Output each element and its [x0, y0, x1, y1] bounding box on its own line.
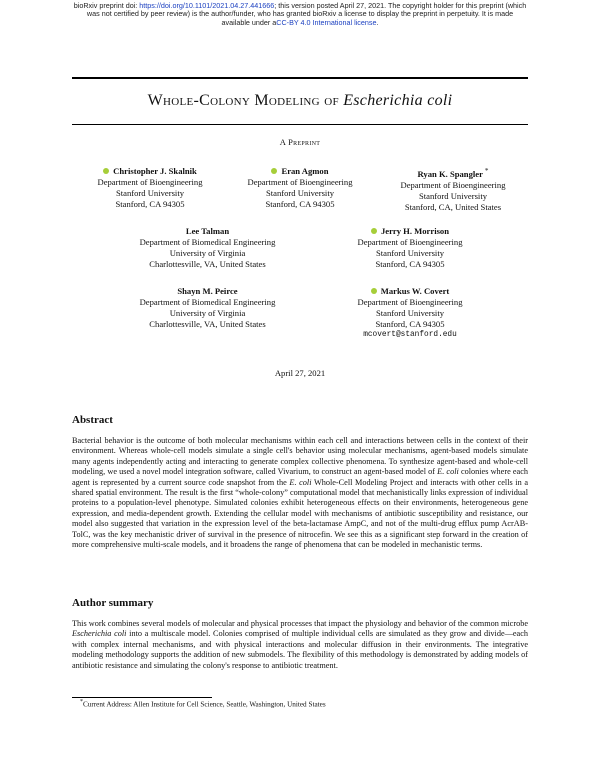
- author-univ: Stanford University: [375, 248, 445, 258]
- publication-date: April 27, 2021: [274, 368, 326, 378]
- author-dept: Department of Bioengineering: [357, 297, 463, 307]
- footnote: [80, 699, 326, 708]
- summary-organism: Escherichia coli: [72, 629, 127, 639]
- author-name: Shayn M. Peirce: [177, 286, 238, 296]
- author-block: [80, 166, 220, 210]
- author-dept: Department of Bioengineering: [247, 177, 353, 187]
- orcid-icon[interactable]: [271, 168, 277, 174]
- author-univ: Stanford University: [375, 308, 445, 318]
- abstract-organism: E. coli: [289, 477, 312, 487]
- author-name: Christopher J. Skalnik: [113, 166, 197, 176]
- author-univ: Stanford University: [418, 190, 488, 201]
- author-dept: Department of Bioengineering: [400, 179, 506, 190]
- author-location: Stanford, CA 94305: [375, 319, 445, 329]
- author-location: Stanford, CA 94305: [265, 199, 335, 209]
- header-text: bioRxiv preprint doi:: [73, 1, 140, 10]
- abstract-segment: Whole-Cell Modeling Project and interacts with other cells in a shared spatial environment. The result is the first “whole-colony” computational model that mechanistically links expression of individual proteins to a population-level phenotype. Simulated colonies exhibit heterogeneous effects on their environments, heterogeneous gene expression, and media-dependent growth. Extending the cellular model with mechanisms of antibiotic susceptibility and resistance, our model also suggested that variation in the expression level of the beta-lactamase AmpC, and not of the multi-drug efflux pump AcrAB-TolC, was the key mechanistic driver of survival in the presence of nitrocefin. We see this as a significant step forward in the creation of more comprehensive multi-scale models, and it broadens the range of phenomena that can be modeled in mechanistic terms.: [72, 477, 529, 550]
- author-block: [125, 226, 290, 270]
- author-location: Stanford, CA 94305: [375, 259, 445, 269]
- abstract-segment: colonies where each agent is represented by a current source code snapshot from the: [72, 467, 528, 487]
- author-location: Charlottesville, VA, United States: [149, 259, 266, 269]
- author-block: [378, 166, 528, 213]
- author-block: [125, 286, 290, 330]
- header-text: .: [376, 17, 379, 27]
- author-block: [340, 286, 480, 341]
- author-univ: Stanford University: [115, 188, 185, 198]
- license-link[interactable]: CC-BY 4.0 International license: [276, 17, 377, 27]
- author-dept: Department of Biomedical Engineering: [139, 297, 276, 307]
- author-location: Charlottesville, VA, United States: [149, 319, 266, 329]
- title-text: Whole-Colony Modeling of: [147, 92, 339, 109]
- abstract-heading: Abstract: [72, 414, 113, 426]
- author-name: Markus W. Covert: [380, 286, 450, 296]
- author-block: [230, 166, 370, 210]
- author-block: [340, 226, 480, 270]
- author-location: Stanford, CA, United States: [404, 201, 502, 212]
- abstract-organism: E. coli: [437, 467, 459, 477]
- title-top-rule: [72, 77, 528, 79]
- orcid-icon[interactable]: [371, 228, 377, 234]
- bioRxiv-header: [40, 2, 560, 27]
- author-univ: Stanford University: [265, 188, 335, 198]
- author-univ: University of Virginia: [169, 308, 246, 318]
- author-email[interactable]: mcovert@stanford.edu: [363, 331, 457, 339]
- orcid-icon[interactable]: [103, 168, 109, 174]
- paper-title: [72, 92, 528, 110]
- author-dept: Department of Bioengineering: [97, 177, 203, 187]
- author-univ: University of Virginia: [169, 248, 246, 258]
- author-summary-text: [72, 619, 528, 671]
- author-name: Eran Agmon: [281, 166, 329, 176]
- author-name: Lee Talman: [185, 226, 230, 236]
- author-summary-heading: Author summary: [72, 597, 154, 609]
- author-dept: Department of Biomedical Engineering: [139, 237, 276, 247]
- header-text: available under a: [221, 17, 277, 27]
- author-name: Jerry H. Morrison: [380, 226, 449, 236]
- orcid-icon[interactable]: [371, 288, 377, 294]
- author-dept: Department of Bioengineering: [357, 237, 463, 247]
- summary-segment: into a multiscale model. Colonies comprised of multiple individual cells are simulated as they grow and divide—each with complex internal mechanisms, and with physical interactions and molecular diffusion in their environments. The integrative modeling methodology supports the addition of new submodels. The flexibility of this methodology is demonstrated by adding models of antibiotic resistance and simulating the colony's response to antibiotic treatment.: [72, 629, 528, 670]
- title-bottom-rule: [72, 124, 528, 125]
- preprint-label: A Preprint: [279, 137, 321, 147]
- author-name: Ryan K. Spangler: [417, 168, 483, 179]
- summary-segment: This work combines several models of molecular and physical processes that impact the physiology and behavior of the common microbe: [72, 619, 528, 628]
- doi-link[interactable]: https://doi.org/10.1101/2021.04.27.441666: [139, 1, 275, 10]
- footnote-text: Current Address: Allen Institute for Cell Science, Seattle, Washington, United States: [83, 700, 326, 709]
- footnote-mark: *: [484, 167, 489, 175]
- header-text: was not certified by peer review) is the author/funder, who has granted bioRxiv a license to display the preprint in perpetuity. It is made: [86, 9, 514, 19]
- footnote-mark: *: [80, 699, 83, 705]
- header-text: ; this version posted April 27, 2021. The copyright holder for this preprint (which: [274, 1, 527, 10]
- abstract-segment: Bacterial behavior is the outcome of both molecular mechanisms within each cell and interactions between cells in the context of their environment. Whereas whole-cell models simulate a single cell's behavior using molecular mechanisms, agent-based models simulate many agents independently acting and interacting to generate complex collective phenomena. To synthesize agent-based and whole-cell modeling, we used a novel model integration software, called Vivarium, to construct an agent-based model of: [72, 436, 528, 477]
- author-location: Stanford, CA 94305: [115, 199, 185, 209]
- abstract-text: [72, 436, 528, 550]
- footnote-rule: [72, 697, 212, 698]
- title-organism: Escherichia coli: [343, 92, 453, 109]
